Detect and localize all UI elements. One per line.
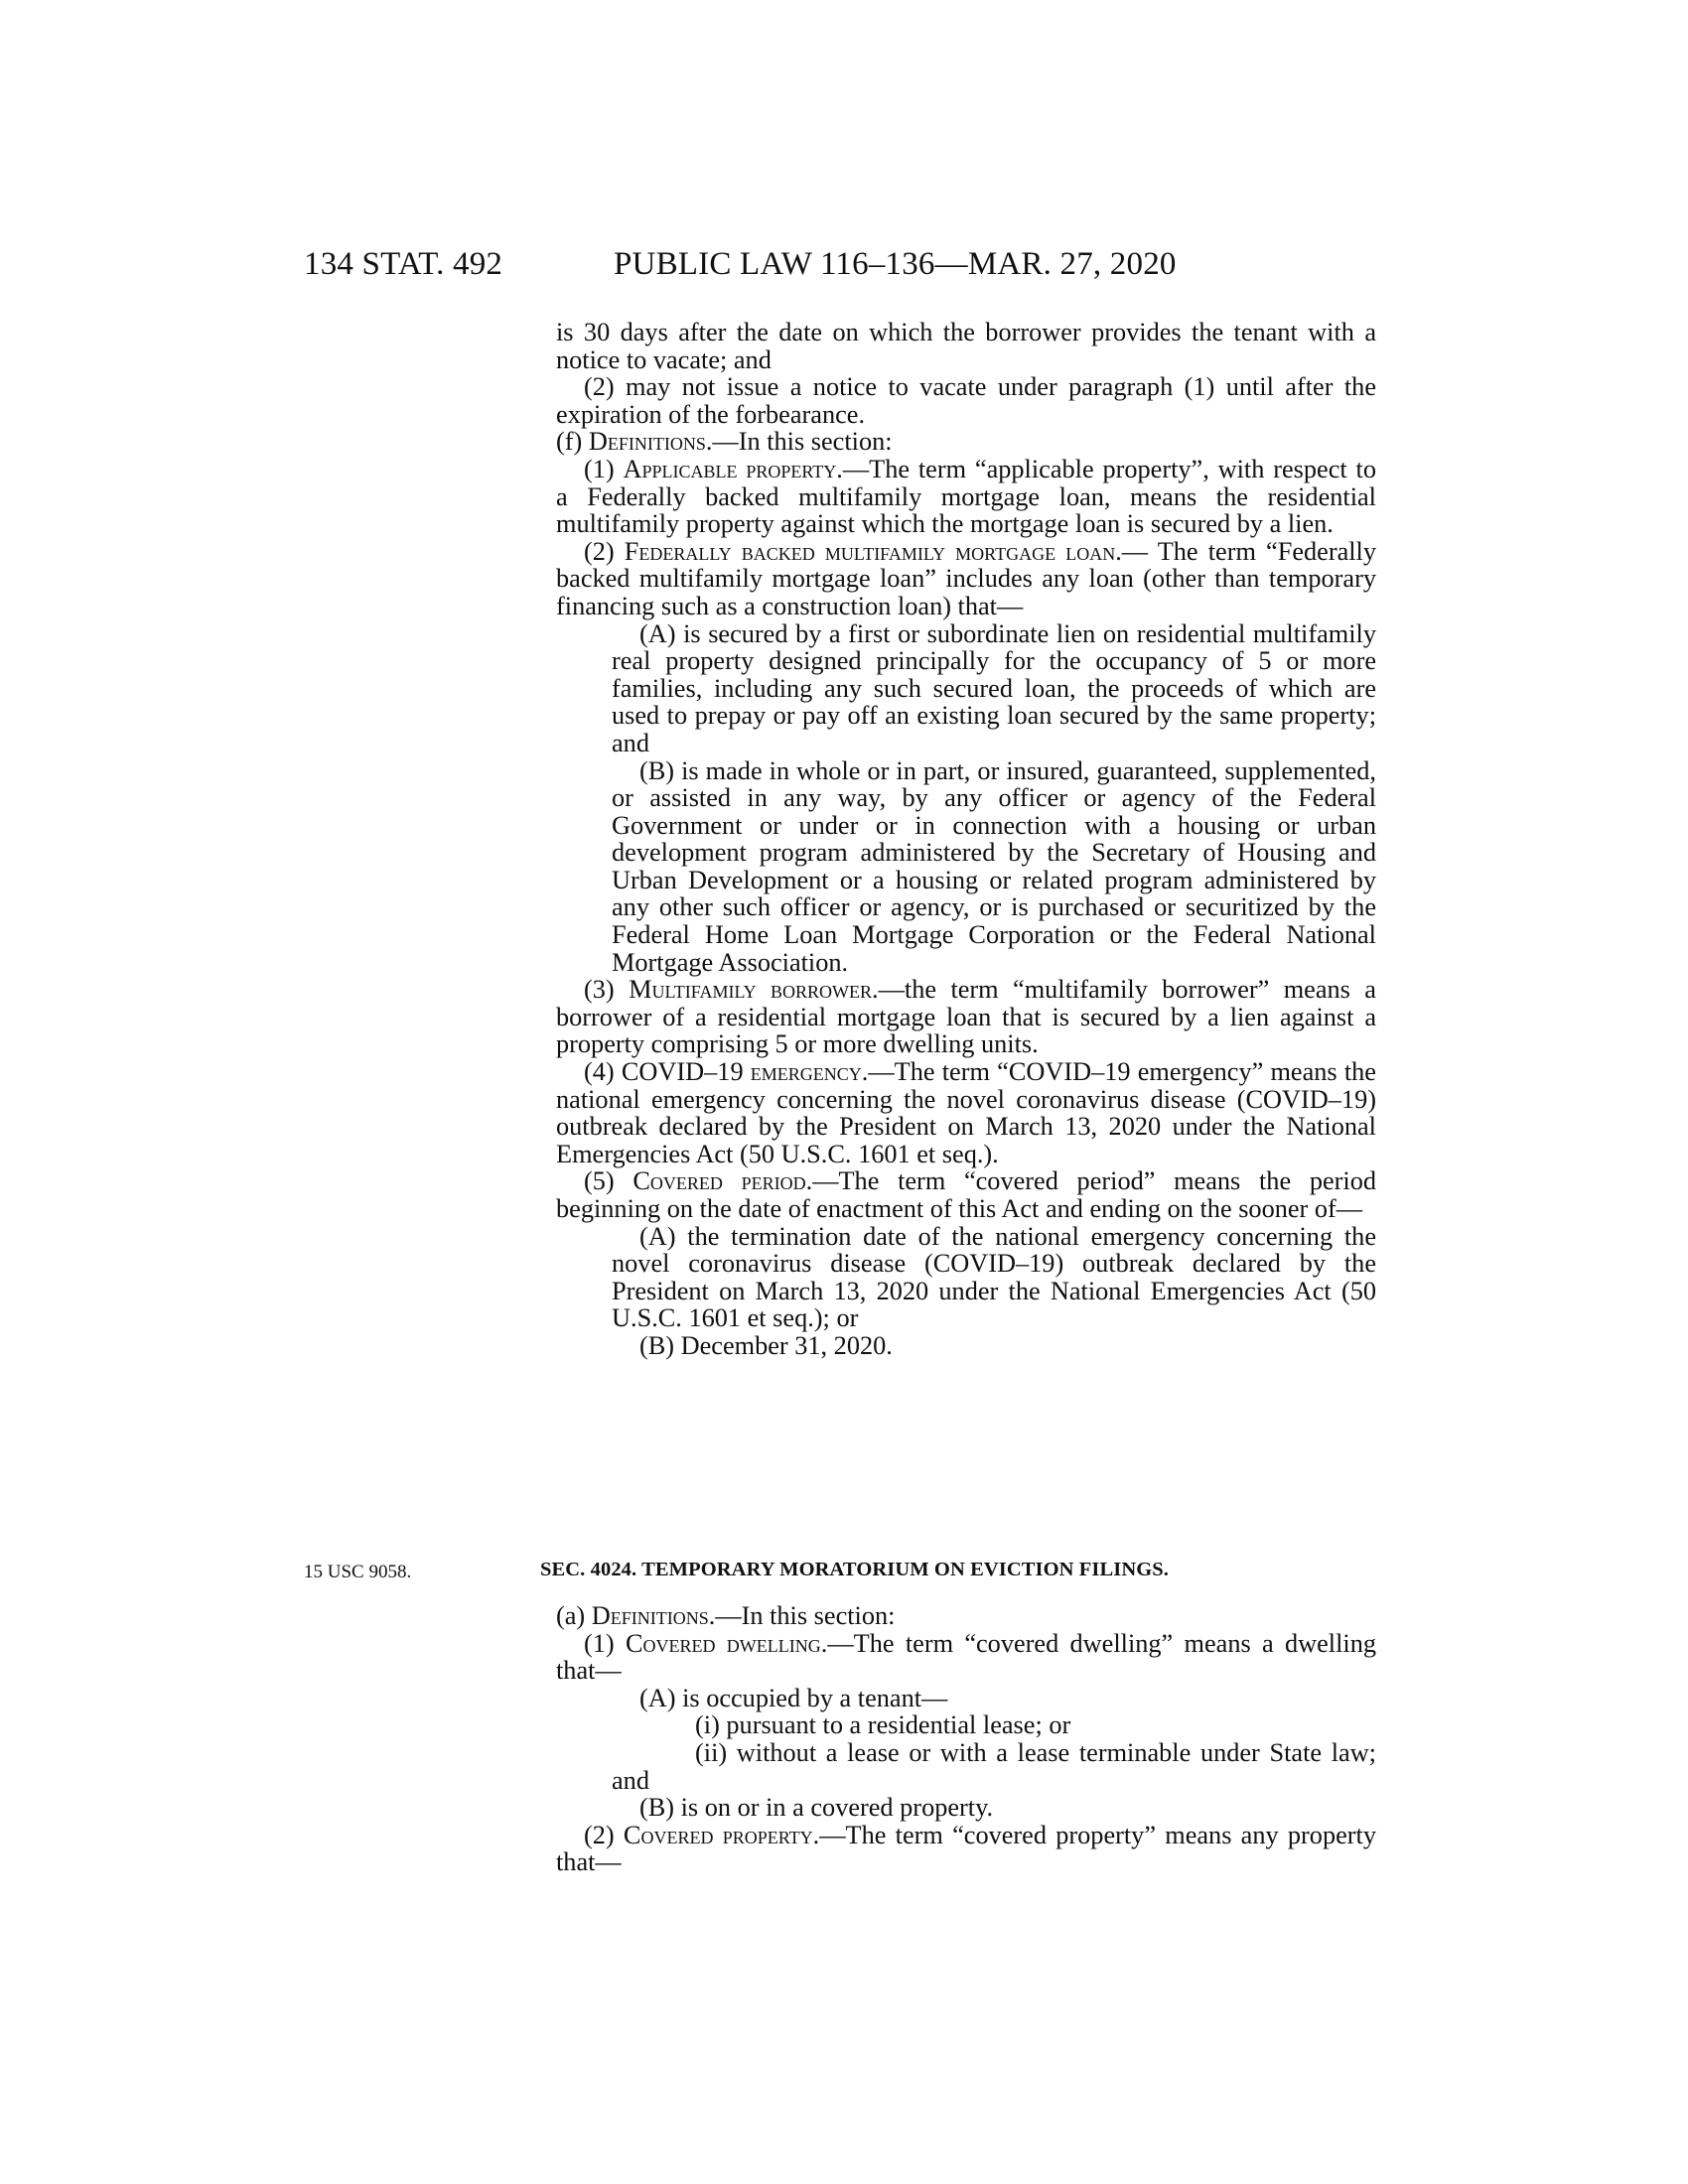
- definition-5-A: (A) the termination date of the national emergency concerning the novel coronavirus disease (COVID–19) outbreak declared by the President on March 13, 2020 under the National Emergencies Act (50 U.S.C. 1601 et seq.); or: [612, 1221, 1376, 1333]
- definition-5-lead: (5): [584, 1166, 633, 1196]
- definition-2-text: .— The term “Federally backed multifamily mortgage loan” includes any loan (other than temporary financing such as a construction loan) that—: [556, 536, 1377, 620]
- page-number: 134 STAT. 492: [304, 246, 503, 282]
- subsection-f-lead: (f): [556, 427, 589, 457]
- definition-4-lead: (4): [584, 1057, 622, 1087]
- subsection-a: [556, 1602, 1376, 1630]
- definition-2: [556, 538, 1376, 620]
- definition-2-term: Federally backed multifamily mortgage loan: [624, 536, 1116, 566]
- paragraph-a2-lead: (2): [584, 1820, 624, 1849]
- definition-5: [556, 1167, 1376, 1222]
- definition-2-B: (B) is made in whole or in part, or insured, guaranteed, supplemented, or assisted in any way, by any officer or agency of the Federal Government or under or in connection with a housing or urban development program administered by the Secretary of Housing and Urban Development or a housing or related program administered by any other such officer or agency, or is purchased or securitized by the Federal Home Loan Mortgage Corporation or the Federal National Mortgage Association.: [612, 755, 1376, 977]
- subsection-f-heading: Definitions: [588, 427, 706, 457]
- definition-2-A: (A) is secured by a first or subordinate lien on residential multifamily real property designed principally for the occupancy of 5 or more families, including any such secured loan, the proceeds of which are used to prepay or pay off an existing loan secured by the same property; and: [612, 618, 1376, 757]
- section-heading: SEC. 4024. TEMPORARY MORATORIUM ON EVICTION FILINGS.: [540, 1559, 1170, 1580]
- definition-2-lead: (2): [584, 536, 625, 566]
- subparagraph-a1-A: (A) is occupied by a tenant—: [639, 1683, 948, 1712]
- paragraph-e2: (2) may not issue a notice to vacate under paragraph (1) until after the expiration of the forbearance.: [556, 372, 1376, 429]
- definition-5-term: Covered period: [633, 1166, 806, 1196]
- subsection-f-text: .—In this section:: [705, 427, 893, 457]
- subsection-f: [556, 428, 1376, 456]
- definition-5-text: .—The term “covered period” means the period beginning on the date of enactment of this Act and ending on the sooner of—: [556, 1166, 1376, 1223]
- paragraph-a1-lead: (1): [584, 1628, 626, 1658]
- paragraph-a1-text: .—The term “covered dwelling” means a dwelling that—: [556, 1628, 1376, 1686]
- definition-3-lead: (3): [584, 975, 630, 1005]
- definition-3-text: .—the term “multifamily borrower” means a borrower of a residential mortgage loan that is secured by a lien against a property comprising 5 or more dwelling units.: [556, 975, 1376, 1059]
- paragraph-a2-term: Covered property: [623, 1820, 813, 1849]
- definition-1-lead: (1): [584, 454, 624, 483]
- body-text-upper: [556, 319, 1376, 1360]
- definition-1-term: Applicable property: [623, 454, 837, 483]
- definition-4: [556, 1058, 1376, 1167]
- definition-3-term: Multifamily borrower: [629, 975, 873, 1005]
- subparagraph-a1-B: (B) is on or in a covered property.: [639, 1793, 994, 1823]
- clause-a1-A-i: (i) pursuant to a residential lease; or: [695, 1710, 1071, 1740]
- paragraph-a2: [556, 1822, 1376, 1876]
- body-text-lower: [556, 1602, 1376, 1876]
- definition-1-text: .—The term “applicable property”, with respect to a Federally backed multifamily mortgage loan, means the residential multifamily property against which the mortgage loan is secured by a lien.: [556, 454, 1376, 539]
- definition-4-term: COVID–19 emergency: [621, 1057, 862, 1087]
- definition-4-text: .—The term “COVID–19 emergency” means the national emergency concerning the novel coronavirus disease (COVID–19) outbreak declared by the President on March 13, 2020 under the National Emergencies Act (50 U.S.C. 1601 et seq.).: [556, 1057, 1376, 1168]
- definition-5-B: (B) December 31, 2020.: [639, 1330, 893, 1360]
- subsection-a-lead: (a): [556, 1601, 592, 1630]
- section-4024-heading-row: [0, 1558, 1688, 1597]
- running-head: PUBLIC LAW 116–136—MAR. 27, 2020: [614, 246, 1177, 282]
- definition-1: [556, 456, 1376, 538]
- margin-citation: 15 USC 9058.: [304, 1562, 412, 1582]
- subsection-a-text: .—In this section:: [708, 1601, 896, 1630]
- definition-3: [556, 976, 1376, 1058]
- paragraph-a2-text: .—The term “covered property” means any property that—: [556, 1820, 1376, 1877]
- paragraph-continuation: is 30 days after the date on which the borrower provides the tenant with a notice to vacate; and: [556, 318, 1376, 374]
- paragraph-a1: [556, 1630, 1376, 1685]
- paragraph-a1-term: Covered dwelling: [625, 1628, 821, 1658]
- clause-a1-A-ii: (ii) without a lease or with a lease terminable under State law; and: [612, 1737, 1376, 1795]
- subsection-a-heading: Definitions: [591, 1601, 709, 1630]
